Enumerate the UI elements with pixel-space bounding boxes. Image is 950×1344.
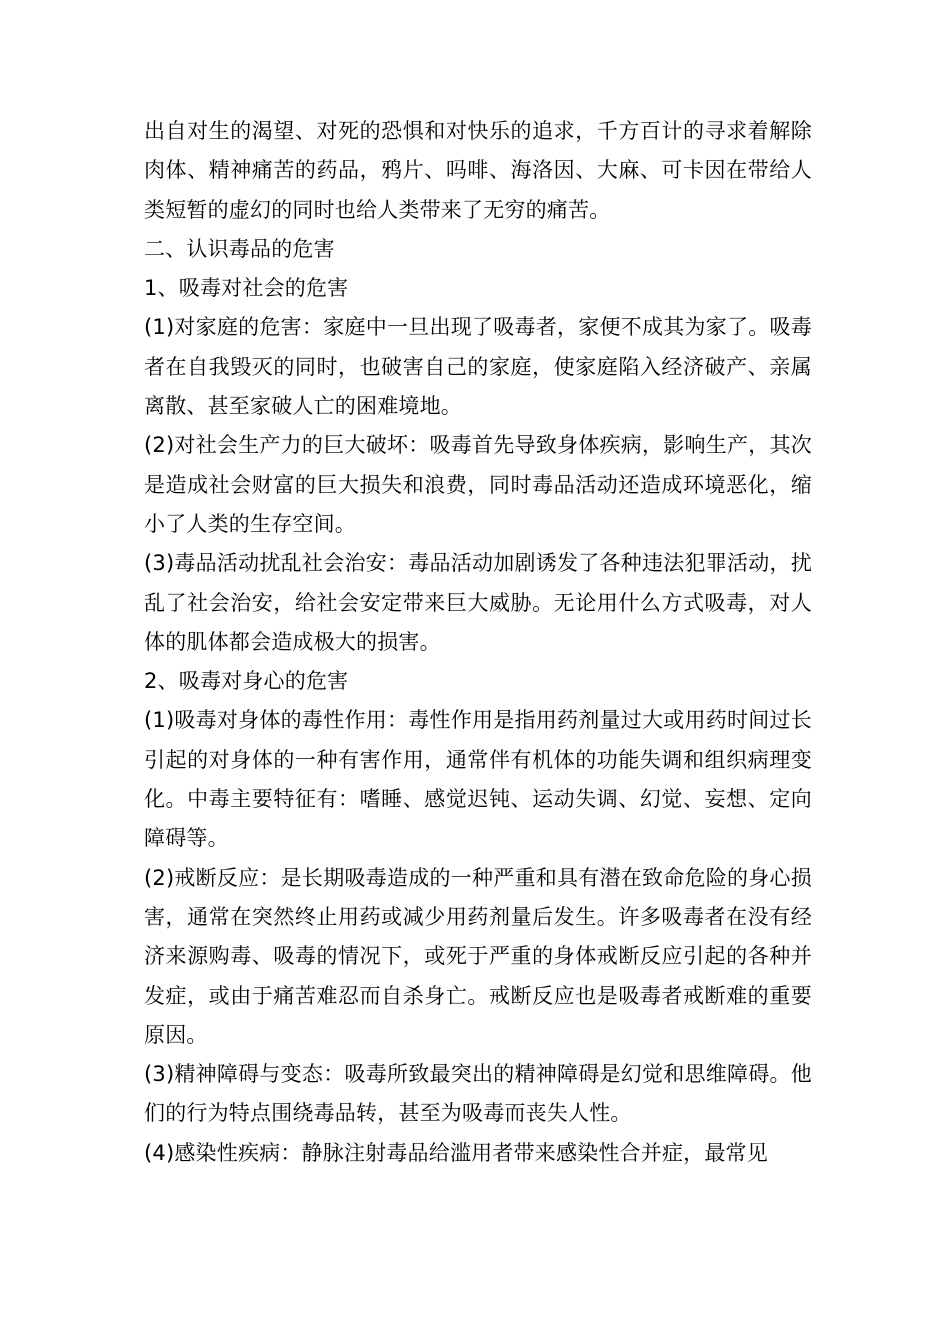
paragraph-family-harm: (1)对家庭的危害：家庭中一旦出现了吸毒者，家便不成其为家了。吸毒者在自我毁灭的同时，也破害自己的家庭，使家庭陷入经济破产、亲属离散、甚至家破人亡的困难境地。 (144, 315, 812, 419)
paragraph-productivity-harm: (2)对社会生产力的巨大破坏：吸毒首先导致身体疾病，影响生产，其次是造成社会财富的巨大损失和浪费，同时毒品活动还造成环境恶化，缩小了人类的生存空间。 (144, 433, 812, 536)
paragraph-toxic-effect: (1)吸毒对身体的毒性作用：毒性作用是指用药剂量过大或用药时间过长引起的对身体的一种有害作用，通常伴有机体的功能失调和组织病理变化。中毒主要特征有：嗜睡、感觉迟钝、运动失调、幻觉、妄想、定向障碍等。 (144, 708, 812, 851)
paragraph-infectious-disease: (4)感染性疾病：静脉注射毒品给滥用者带来感染性合并症，最常见 (144, 1140, 768, 1165)
paragraph-intro-continuation: 出自对生的渴望、对死的恐惧和对快乐的追求，千方百计的寻求着解除肉体、精神痛苦的药品，鸦片、吗啡、海洛因、大麻、可卡因在带给人类短暂的虚幻的同时也给人类带来了无穷的痛苦。 (144, 119, 812, 222)
paragraph-withdrawal: (2)戒断反应：是长期吸毒造成的一种严重和具有潜在致命危险的身心损害，通常在突然终止用药或减少用药剂量后发生。许多吸毒者在没有经济来源购毒、吸毒的情况下，或死于严重的身体戒断反应引起的各种并发症，或由于痛苦难忍而自杀身亡。戒断反应也是吸毒者戒断难的重要原因。 (144, 865, 812, 1047)
paragraph-mental-disorder: (3)精神障碍与变态：吸毒所致最突出的精神障碍是幻觉和思维障碍。他们的行为特点围绕毒品转，甚至为吸毒而丧失人性。 (144, 1062, 812, 1126)
section-heading-drug-harms: 二、认识毒品的危害 (144, 236, 335, 261)
paragraph-public-order-harm: (3)毒品活动扰乱社会治安：毒品活动加剧诱发了各种违法犯罪活动，扰乱了社会治安，给社会安定带来巨大威胁。无论用什么方式吸毒，对人体的肌体都会造成极大的损害。 (144, 551, 812, 654)
document-body (144, 112, 812, 1173)
subsection-heading-body-mind-harm: 2、吸毒对身心的危害 (144, 669, 349, 694)
subsection-heading-social-harm: 1、吸毒对社会的危害 (144, 276, 349, 301)
